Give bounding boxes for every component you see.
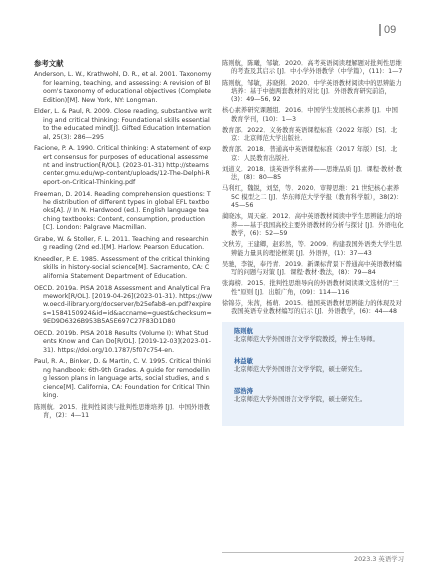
reference-entry: 徐锦芬，朱茜，杨萌．2015．德国英语教材思辨能力的体现及对我国英语专业教材编写的启示 [J]．外语教学，(6)：44—48 xyxy=(222,299,402,316)
author-affiliation: 北京师范大学外国语言文学学院教授，博士生导师。 xyxy=(234,336,379,344)
reference-entry: Elder, L. & Paul, R. 2009. Close reading, substantive writing and critical thinking: Foundational skills essential to the educated mind[J]. Gifted Education International, 25(3): 286—295 xyxy=(34,108,212,141)
reference-entry: 吴驰，李锐，奉丹青．2019．新课标背景下普通高中英语教材编写的问题与对策 [J]．课程·教材·教法，(8)：79—84 xyxy=(222,260,402,277)
reference-entry: Grabe, W. & Stoller, F. L. 2011. Teaching and researching reading (2nd ed.)[M]. Harlow: Pearson Education. xyxy=(34,235,209,252)
reference-entry: 陈则航，邹敏，苏晓俐．2020．中学英语教材阅读中的思辨能力培养：基于中德两套教材的对比 [J]．外语教育研究前沿，(3)：49—56, 92 xyxy=(222,79,402,104)
author-name: 邵浩涛 xyxy=(234,388,253,395)
reference-entry: OECD. 2019b. PISA 2018 Results (Volume I): What Students Know and Can Do[R/OL]. [2019-12-03](2023-01-31). https://doi.org/10.1787/5f07c754-en. xyxy=(34,329,211,354)
reference-entry: 马利红，魏锐，刘坚，等．2020．审辩思维：21 世纪核心素养 5C 模型之二 [J]．华东师范大学学报（教育科学版），38(2)：45—56 xyxy=(222,185,403,210)
reference-entry: 核心素养研究课题组．2016．中国学生发展核心素养 [J]．中国教育学刊，(10)：1—3 xyxy=(222,107,398,123)
author-entry xyxy=(234,358,366,375)
author-name: 陈则航 xyxy=(234,328,253,335)
page-number-divider xyxy=(379,24,381,36)
reference-entry: 陈则航．2015．批判性阅读与批判性思维培养 [J]．中国外语教育，(2)：4—11 xyxy=(34,403,210,420)
reference-entry: 刘道义．2018．谈英语学科素养——思维品质 [J]．课程·教材·教法，(8)：80—85 xyxy=(222,165,402,182)
reference-entry: Facione, P. A. 1990. Critical thinking: A statement of expert consensus for purposes of educational assessment and instruction[R/OL]. (2023-01-31) http://stearnscenter.gmu.edu/wp-content/uploads/12-The-Delphi-Report-on-Critical-Thinking.pdf xyxy=(34,145,211,186)
author-affiliation: 北京师范大学外国语言文学学院，硕士研究生。 xyxy=(234,396,367,404)
author-entry xyxy=(234,388,366,405)
footer-rule xyxy=(222,552,404,553)
reference-entry: 陈则航，陈曦，邹敏．2020．高考英语阅读理解题对批判性思维的考查及其启示 [J]．中小学外语教学（中学篇），(11)：1—7 xyxy=(222,60,403,76)
reference-entry: 蔺晓冰，周天豪．2012．高中英语教材阅读中学生思辨能力的培养——基于我国高校主要外语教材的分析与探讨 [J]．外语电化教学，(6)：52—59 xyxy=(222,213,404,238)
author-name: 林益敏 xyxy=(234,358,253,365)
reference-entry: Anderson, L. W., Krathwohl, D. R., et al. 2001. Taxonomy for learning, teaching, and assessing: A revision of Bloom's taxonomy of educational objectives (Complete Edition)[M]. New York, NY: Longman. xyxy=(34,71,212,104)
reference-entry: Paul, R. A., Binker, D. & Martin, C. V. 1995. Critical thinking handbook: 6th-9th Grades. A guide for remodelling lesson plans in language arts, social studies, and science[M]. California, CA: Foundation for Critical Thinking. xyxy=(34,358,211,399)
reference-entry: 文秋芳，王建卿，赵彩然，等．2009．构建我国外语类大学生思辨能力量具的理论框架 [J]．外语界，(1)：37—43 xyxy=(222,241,402,257)
reference-entry: 教育部．2018．普通高中英语课程标准（2017 年版）[S]．北京：人民教育出版社． xyxy=(222,146,398,162)
references-left-column xyxy=(34,60,212,424)
footer-issue: 2023.3 英语学习 xyxy=(354,555,404,563)
references-heading: 参考文献 xyxy=(34,59,64,68)
author-entry xyxy=(234,328,379,345)
reference-entry: Kneedler, P. E. 1985. Assessment of the critical thinking skills in history-social science[M]. Sacramento, CA: California Statement Department of Education. xyxy=(34,256,210,280)
page-number: 09 xyxy=(384,24,397,36)
reference-entry: 张海榜．2015．批判性思维导向的外语教材阅读课文选材的“三性”原则 [J]．出版广角，(09)：114—116 xyxy=(222,280,399,296)
author-affiliation: 北京师范大学外国语言文学学院，硕士研究生。 xyxy=(234,366,367,374)
reference-entry: OECD. 2019a. PISA 2018 Assessment and Analytical Framework[R/OL]. [2019-04-26](2023-01-31). https://www.oecd-ilibrary.org/docserver/b25efab8-en.pdf?expires=1584150924&id=id&accname=guest&checksum=9ED9D6326B953B5A5E697C27F83D1D80 xyxy=(34,284,213,326)
references-right-column xyxy=(222,60,404,319)
reference-entry: Freeman, D. 2014. Reading comprehension questions: The distribution of different types in global EFL textbooks[A]. // In N. Hardwood (ed.). English language teaching textbooks: Content, consumption, production[C]. London: Palgrave Macmillan. xyxy=(34,190,211,232)
reference-entry: 教育部．2022．义务教育英语课程标准（2022 年版）[S]．北京：北京师范大学出版社． xyxy=(222,126,398,143)
